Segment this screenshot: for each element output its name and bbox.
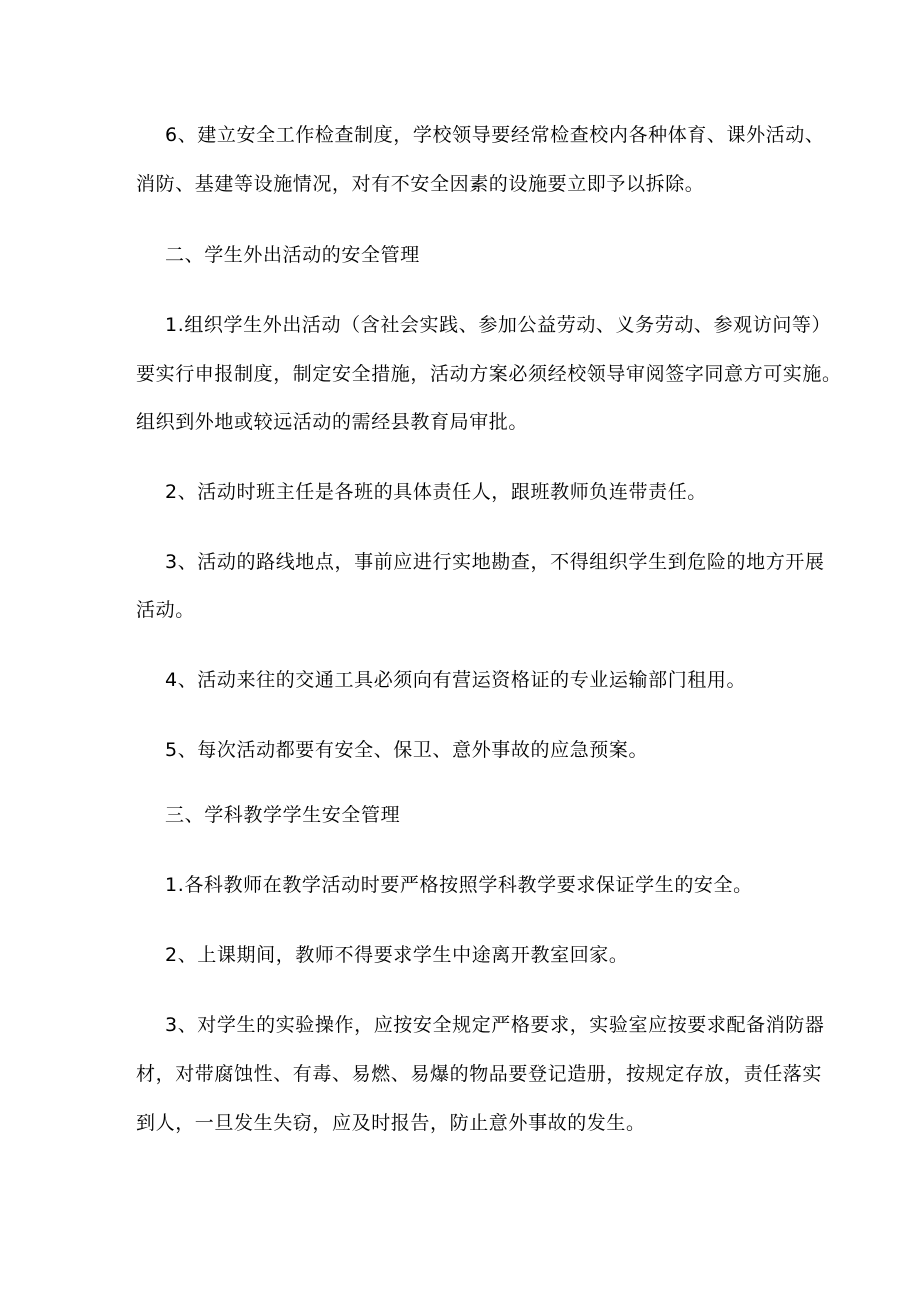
text-line-s3-item3-b: 材，对带腐蚀性、有毒、易燃、易爆的物品要登记造册，按规定存放，责任落实 [136, 1063, 823, 1085]
text-line-s2-item3-a: 3、活动的路线地点，事前应进行实地勘查，不得组织学生到危险的地方开展 [165, 551, 825, 573]
text-line-s3-item2: 2、上课期间，教师不得要求学生中途离开教室回家。 [165, 944, 629, 966]
text-line-s2-item2: 2、活动时班主任是各班的具体责任人，跟班教师负连带责任。 [165, 481, 707, 503]
text-line-s2-item1-b: 要实行申报制度，制定安全措施，活动方案必须经校领导审阅签字同意方可实施。 [136, 363, 842, 385]
text-line-s2-item5: 5、每次活动都要有安全、保卫、意外事故的应急预案。 [165, 739, 649, 761]
text-line-item6-b: 消防、基建等设施情况，对有不安全因素的设施要立即予以拆除。 [136, 173, 705, 195]
text-line-s3-item3-c: 到人，一旦发生失窃，应及时报告，防止意外事故的发生。 [136, 1112, 646, 1134]
section-heading-3: 三、学科教学学生安全管理 [165, 804, 401, 826]
text-line-s2-item1-a: 1.组织学生外出活动（含社会实践、参加公益劳动、义务劳动、参观访问等） [165, 314, 832, 336]
text-line-s3-item1: 1.各科教师在教学活动时要严格按照学科教学要求保证学生的安全。 [165, 874, 753, 896]
section-heading-2: 二、学生外出活动的安全管理 [165, 244, 420, 266]
text-line-s3-item3-a: 3、对学生的实验操作，应按安全规定严格要求，实验室应按要求配备消防器 [165, 1014, 825, 1036]
text-line-s2-item3-b: 活动。 [136, 599, 195, 621]
text-line-s2-item4: 4、活动来往的交通工具必须向有营运资格证的专业运输部门租用。 [165, 669, 747, 691]
text-line-s2-item1-c: 组织到外地或较远活动的需经县教育局审批。 [136, 411, 529, 433]
text-line-item6-a: 6、建立安全工作检查制度，学校领导要经常检查校内各种体育、课外活动、 [165, 124, 825, 146]
